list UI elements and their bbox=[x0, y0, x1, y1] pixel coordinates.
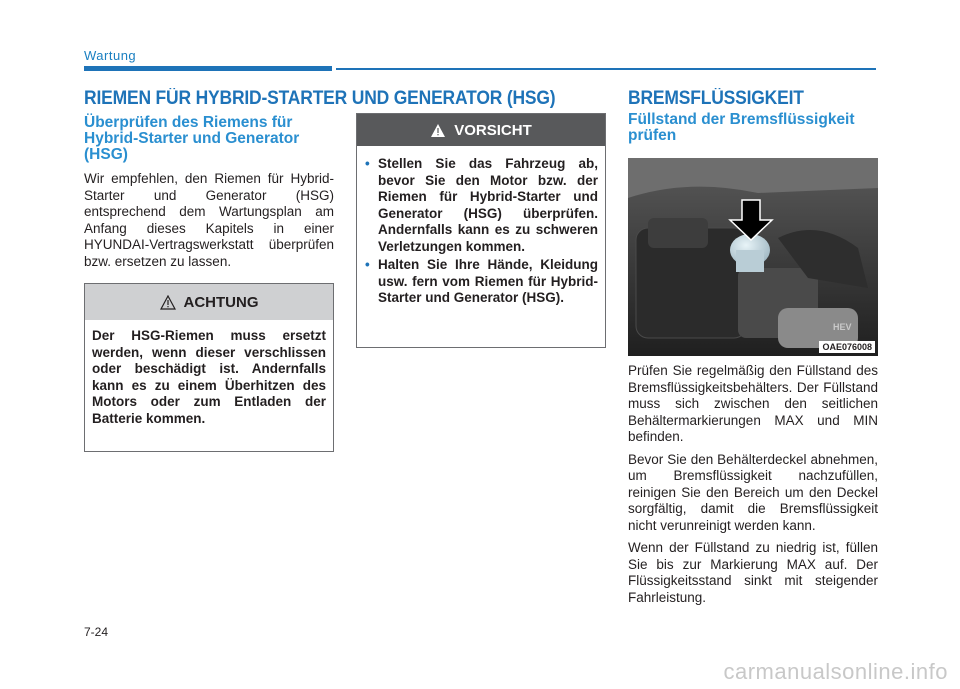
brake-paragraph-2: Bevor Sie den Behälterdeckel abnehmen, um Bremsflüssigkeit nachzufüllen, reinigen Sie den Bereich um den Deckel sorgfältig, damit die Bremsflüssigkeit nicht verunreinigt werden kann. bbox=[628, 451, 878, 533]
hsg-paragraph bbox=[84, 171, 334, 276]
brake-paragraphs bbox=[628, 363, 878, 612]
brake-paragraph-1: Prüfen Sie regelmäßig den Füllstand des Bremsflüssigkeitsbehälters. Der Füllstand muss sich zwischen den seitlichen Behältermarkierungen MAX und MIN befinden. bbox=[628, 363, 878, 444]
warning-icon bbox=[160, 295, 176, 310]
image-code: OAE076008 bbox=[819, 341, 875, 353]
warning-icon bbox=[430, 123, 446, 138]
page-number: 7-24 bbox=[84, 625, 109, 639]
bullet-icon: • bbox=[365, 257, 370, 272]
engine-badge: HEV bbox=[833, 322, 852, 332]
list-item bbox=[364, 257, 598, 307]
vorsicht-box bbox=[356, 113, 606, 348]
achtung-header bbox=[85, 284, 333, 320]
watermark: carmanualsonline.info bbox=[723, 659, 948, 684]
hsg-subheading: Überprüfen des Riemens für Hybrid-Starter und Generator (HSG) bbox=[84, 114, 300, 163]
vorsicht-header bbox=[357, 114, 605, 146]
section-label: Wartung bbox=[84, 48, 137, 63]
list-item bbox=[364, 156, 598, 255]
header-bar-thick bbox=[84, 66, 332, 71]
vorsicht-item-1: Stellen Sie das Fahrzeug ab, bevor Sie den Motor bzw. der Riemen für Hybrid-Starter und Generator (HSG) überprüfen. Andernfalls kann es zu schweren Verletzungen kommen. bbox=[378, 156, 598, 254]
achtung-title: ACHTUNG bbox=[183, 293, 259, 311]
achtung-text: Der HSG-Riemen muss ersetzt werden, wenn dieser verschlissen oder beschädigt ist. Andernfalls kann es zu einem Überhitzen des Motors oder zum Entladen der Batterie kommen. bbox=[92, 328, 326, 426]
header-bar-thin bbox=[336, 68, 876, 70]
brake-main-heading: BREMSFLÜSSIGKEIT bbox=[628, 88, 804, 109]
brake-subheading: Füllstand der Bremsflüssigkeit prüfen bbox=[628, 111, 855, 144]
vorsicht-body bbox=[357, 146, 605, 317]
vorsicht-item-2: Halten Sie Ihre Hände, Kleidung usw. fern vom Riemen für Hybrid-Starter und Generator (HSG). bbox=[378, 257, 598, 305]
vorsicht-title: VORSICHT bbox=[454, 121, 532, 139]
bullet-icon: • bbox=[365, 156, 370, 171]
achtung-box bbox=[84, 283, 334, 452]
engine-bay-photo bbox=[628, 158, 878, 356]
hsg-paragraph-text: Wir empfehlen, den Riemen für Hybrid-Starter und Generator (HSG) entsprechend dem Wartungsplan am Anfang dieses Kapitels in einer HYUNDAI-Vertragswerkstatt überprüfen bzw. ersetzen zu lassen. bbox=[84, 171, 334, 269]
brake-paragraph-3: Wenn der Füllstand zu niedrig ist, füllen Sie bis zur Markierung MAX auf. Der Flüssigkeitsstand sinkt mit steigender Fahrleistung. bbox=[628, 540, 878, 605]
hsg-main-heading: RIEMEN FÜR HYBRID-STARTER UND GENERATOR (HSG) bbox=[84, 88, 556, 109]
engine-bay-illustration bbox=[628, 158, 878, 356]
